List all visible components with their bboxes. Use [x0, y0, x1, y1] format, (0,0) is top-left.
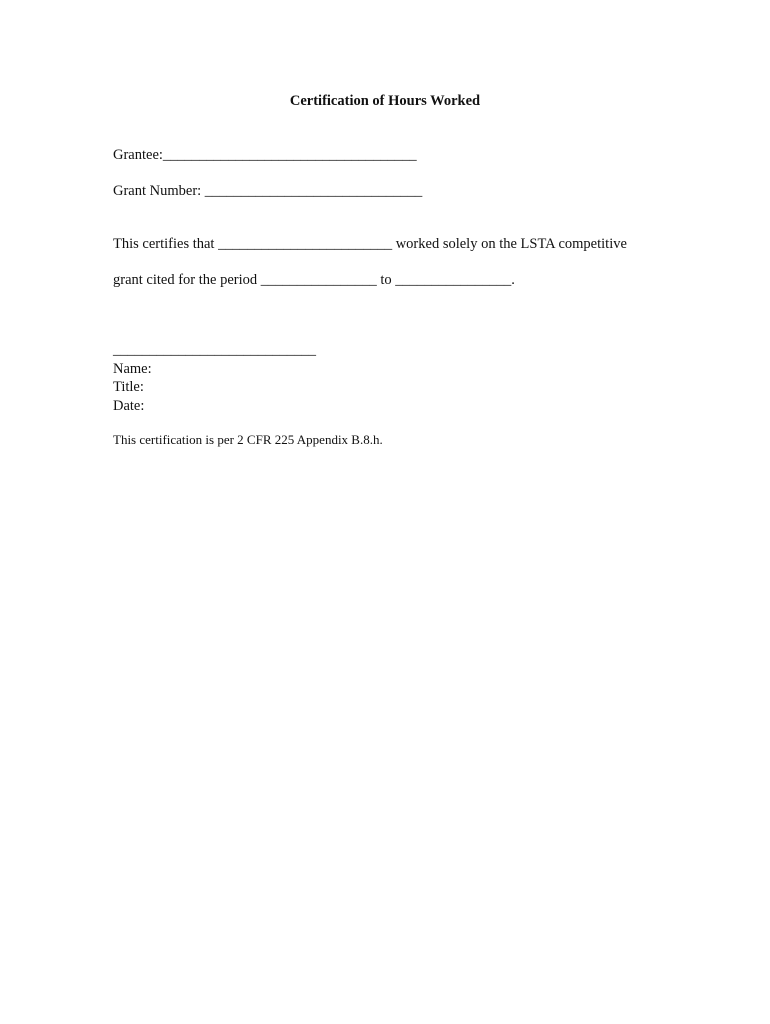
- footnote: This certification is per 2 CFR 225 Appendix B.8.h.: [113, 432, 383, 447]
- document-title: Certification of Hours Worked: [289, 93, 481, 109]
- grant-number-field: Grant Number: ______________________________: [113, 183, 423, 199]
- name-label: Name:: [113, 361, 152, 377]
- title-label: Title:: [113, 379, 144, 395]
- signature-line: ____________________________: [113, 342, 316, 358]
- grantee-field: Grantee:___________________________________: [113, 147, 417, 163]
- certification-statement-line-1: This certifies that ________________________ worked solely on the LSTA competitive: [113, 236, 627, 252]
- date-label: Date:: [113, 398, 145, 414]
- certification-statement-line-2: grant cited for the period ________________ to ________________.: [113, 272, 515, 288]
